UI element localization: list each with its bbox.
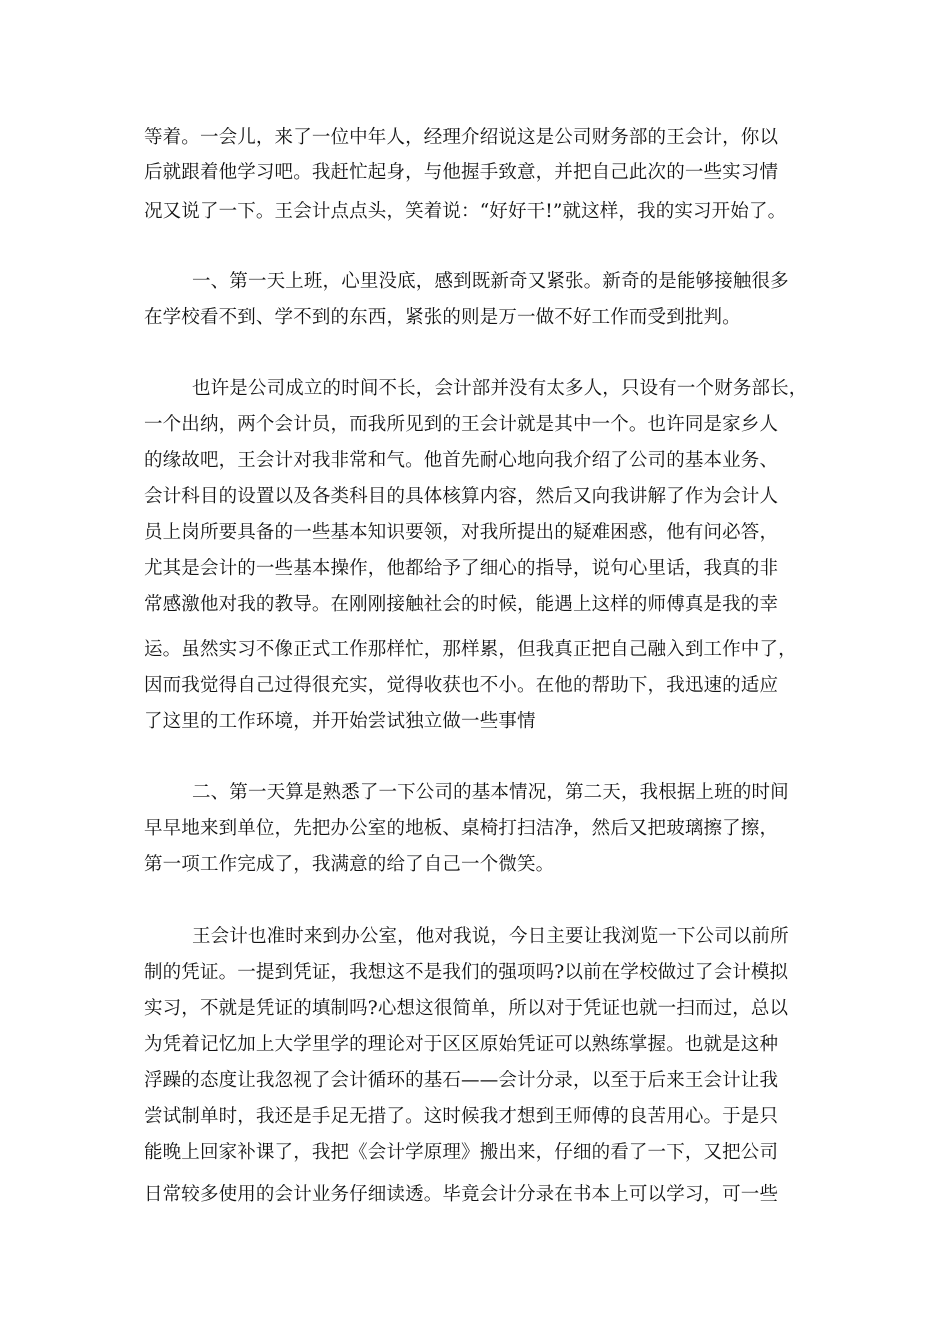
text-line: 常感激他对我的教导。在刚刚接触社会的时候，能遇上这样的师傅真是我的幸 xyxy=(144,594,779,615)
text-line: 因而我觉得自己过得很充实，觉得收获也不小。在他的帮助下，我迅速的适应 xyxy=(144,675,779,696)
text-line: 制的凭证。一提到凭证，我想这不是我们的强项吗?以前在学校做过了会计模拟 xyxy=(144,962,789,983)
text-line: 一个出纳，两个会计员，而我所见到的王会计就是其中一个。也许同是家乡人 xyxy=(144,414,779,435)
text-line: 尝试制单时，我还是手足无措了。这时候我才想到王师傅的良苦用心。于是只 xyxy=(144,1106,779,1127)
text-line: 浮躁的态度让我忽视了会计循环的基石——会计分录，以至于后来王会计让我 xyxy=(144,1070,779,1091)
text-line: 为凭着记忆加上大学里学的理论对于区区原始凭证可以熟练掌握。也就是这种 xyxy=(144,1034,779,1055)
text-line: 能晚上回家补课了，我把《会计学原理》搬出来，仔细的看了一下，又把公司 xyxy=(144,1142,779,1163)
text-line: 后就跟着他学习吧。我赶忙起身，与他握手致意，并把自己此次的一些实习情 xyxy=(144,162,779,183)
text-line: 二、第一天算是熟悉了一下公司的基本情况，第二天，我根据上班的时间 xyxy=(192,782,789,803)
text-line: 日常较多使用的会计业务仔细读透。毕竟会计分录在书本上可以学习，可一些 xyxy=(144,1184,779,1205)
text-line: 的缘故吧，王会计对我非常和气。他首先耐心地向我介绍了公司的基本业务、 xyxy=(144,450,779,471)
text-line: 也许是公司成立的时间不长，会计部并没有太多人，只设有一个财务部长， xyxy=(192,378,808,399)
text-line: 会计科目的设置以及各类科目的具体核算内容，然后又向我讲解了作为会计人 xyxy=(144,486,779,507)
text-line: 尤其是会计的一些基本操作，他都给予了细心的指导，说句心里话，我真的非 xyxy=(144,558,779,579)
text-line: 早早地来到单位，先把办公室的地板、桌椅打扫洁净，然后又把玻璃擦了擦， xyxy=(144,818,779,839)
text-line: 了这里的工作环境，并开始尝试独立做一些事情 xyxy=(144,711,536,732)
text-line: 王会计也准时来到办公室，他对我说，今日主要让我浏览一下公司以前所 xyxy=(192,926,789,947)
text-line: 实习，不就是凭证的填制吗?心想这很简单，所以对于凭证也就一扫而过，总以 xyxy=(144,998,789,1019)
text-line: 一、第一天上班，心里没底，感到既新奇又紧张。新奇的是能够接触很多 xyxy=(192,271,789,292)
text-line: 况又说了一下。王会计点点头，笑着说：“好好干!”就这样，我的实习开始了。 xyxy=(144,201,787,222)
text-line: 运。虽然实习不像正式工作那样忙，那样累，但我真正把自己融入到工作中了， xyxy=(144,639,797,660)
text-line: 等着。一会儿，来了一位中年人，经理介绍说这是公司财务部的王会计，你以 xyxy=(144,127,779,148)
text-line: 在学校看不到、学不到的东西，紧张的则是万一做不好工作而受到批判。 xyxy=(144,307,741,328)
text-line: 第一项工作完成了，我满意的给了自己一个微笑。 xyxy=(144,854,555,875)
text-line: 员上岗所要具备的一些基本知识要领，对我所提出的疑难困惑，他有问必答， xyxy=(144,522,779,543)
